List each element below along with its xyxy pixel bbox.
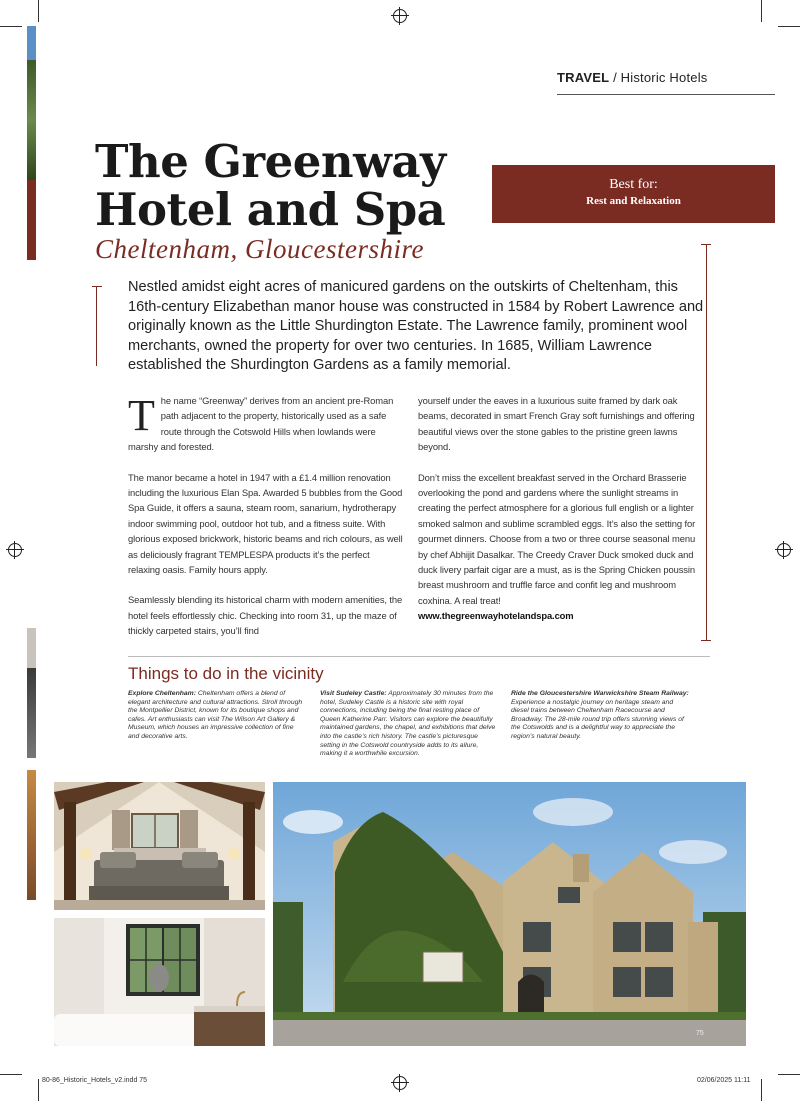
crop-mark — [778, 1074, 800, 1075]
page-number: 75 — [696, 1030, 704, 1037]
hotel-website-link[interactable]: www.thegreenwayhotelandspa.com — [418, 610, 574, 622]
best-for-box — [492, 165, 775, 223]
accent-tick — [92, 286, 102, 287]
body-paragraph: Seamlessly blending its historical charm with modern amenities, the hotel feels effortlessly chic. Checking into room 31, up the maze of thickly carpeted stairs, you’ll find — [128, 594, 403, 637]
registration-mark — [777, 543, 791, 557]
things-item-text: Cheltenham offers a blend of elegant architecture and cultural attractions. Stroll through the Montpellier District, known for its boutique shops and cafes. Art enthusiasts can visit The Wilson Art Gallery & Museum, which houses an impressive collection of fine and decorative arts. — [128, 690, 303, 740]
things-heading: Things to do in the vicinity — [128, 664, 324, 683]
section-main: TRAVEL — [557, 70, 610, 85]
accent-line — [96, 286, 97, 366]
best-for-label: Best for: — [609, 177, 658, 192]
body-paragraph: Don’t miss the excellent breakfast served in the Orchard Brasserie overlooking the pond and gardens where the sunlight streams in creating the perfect atmosphere for a glorious full english or a lighter smoked salmon and sublime scrambled eggs. It’s also the setting for gourmet dinners. Choose from a two or three course seasonal menu by chef Abhijit Dasalkar. The Creedy Craver Duck smoked duck and duck livery parfait cigar are a must, as is the Spring Chicken poussin breast mushroom and truffle farce and confit leg and mushroom coxhina. A real treat! — [418, 471, 696, 606]
accent-tick — [701, 244, 711, 245]
bleed-strip — [27, 628, 36, 668]
section-header — [557, 70, 707, 85]
things-item-text: Experience a nostalgic journey on heritage steam and diesel trains between Cheltenham Racecourse and Broadway. The 28-mile round trip offers stunning views of the Cotswolds and is a delightful way to appreciate the region’s natural beauty. — [511, 698, 684, 740]
crop-mark — [38, 1079, 39, 1101]
things-item-head: Ride the Gloucestershire Warwickshire Steam Railway: — [511, 690, 689, 697]
file-slug: 80-86_Historic_Hotels_v2.indd 75 — [42, 1077, 148, 1084]
bleed-strip — [27, 26, 36, 60]
things-item-text: Approximately 30 minutes from the hotel, Sudeley Castle is a historic site with royal connections, including being the final resting place of Queen Katherine Parr. Visitors can explore the beautifully maintained gardens, the chapel, and exhibitions that delve into the castle’s rich history. The castle’s picturesque setting in the Cotswold countryside adds to its allure, making it a worthwhile excursion. — [320, 690, 496, 758]
print-timestamp: 02/06/2025 11:11 — [697, 1077, 751, 1084]
bleed-strip — [27, 770, 36, 900]
section-divider — [128, 656, 710, 657]
best-for-value: Rest and Relaxation — [586, 195, 681, 207]
crop-mark — [0, 1074, 22, 1075]
page-title — [95, 135, 446, 236]
location-subtitle: Cheltenham, Gloucestershire — [95, 234, 424, 264]
bathroom-photo — [54, 918, 265, 1046]
crop-mark — [778, 26, 800, 27]
bleed-strip — [27, 60, 36, 180]
registration-mark — [393, 9, 407, 23]
body-paragraph: The name “Greenway” derives from an ancient pre-Roman path adjacent to the property, historically used as a safe route through the Cotswold Hills when lowlands were marshy and forested. — [128, 391, 394, 453]
body-column-right — [418, 393, 700, 624]
body-column-left — [128, 393, 404, 654]
accent-tick — [701, 640, 711, 641]
header-rule — [557, 94, 775, 95]
title-line-2: Hotel and Spa — [95, 183, 446, 236]
things-item-cheltenham — [128, 690, 306, 742]
crop-mark — [761, 0, 762, 22]
body-paragraph: The manor became a hotel in 1947 with a £1.4 million renovation including the luxurious Elan Spa. Awarded 5 bubbles from the Good Spa Guide, it offers a sauna, steam room, sanarium, hydrotherapy indoor swimming pool, outdoor hot tub, and a fitness suite. With glorious exposed brickwork, historic beams and rich colours, as well as deliciously fragrant TEMPLESPA products it’s the perfect relaxing oasis. Family hours apply. — [128, 471, 403, 576]
things-item-railway — [511, 690, 691, 742]
registration-mark — [8, 543, 22, 557]
title-line-1: The Greenway — [95, 135, 446, 188]
bleed-strip — [27, 668, 36, 758]
body-paragraph: yourself under the eaves in a luxurious suite framed by dark oak beams, decorated in smart French Gray soft furnishings and offering beautiful views over the stone gables to the pristine green lawns beyond. — [418, 395, 695, 453]
hotel-exterior-photo — [273, 782, 746, 1046]
bedroom-photo — [54, 782, 265, 910]
crop-mark — [0, 26, 22, 27]
things-item-head: Visit Sudeley Castle: — [320, 690, 387, 697]
things-item-sudeley — [320, 690, 498, 759]
things-item-head: Explore Cheltenham: — [128, 690, 196, 697]
section-sub: / Historic Hotels — [613, 70, 708, 85]
registration-mark — [393, 1076, 407, 1090]
bleed-strip — [27, 180, 36, 260]
intro-paragraph: Nestled amidst eight acres of manicured gardens on the outskirts of Cheltenham, this 16th-century Elizabethan manor house was constructed in 1584 by Robert Lawrence and originally known as the Little Shurdington Estate. The Lawrence family, prominent wool merchants, owned the property for over two centuries. In 1685, William Lawrence established the Shurdington Gardens as a family memorial. — [128, 279, 704, 374]
crop-mark — [761, 1079, 762, 1101]
crop-mark — [38, 0, 39, 22]
drop-cap: T — [128, 391, 155, 440]
